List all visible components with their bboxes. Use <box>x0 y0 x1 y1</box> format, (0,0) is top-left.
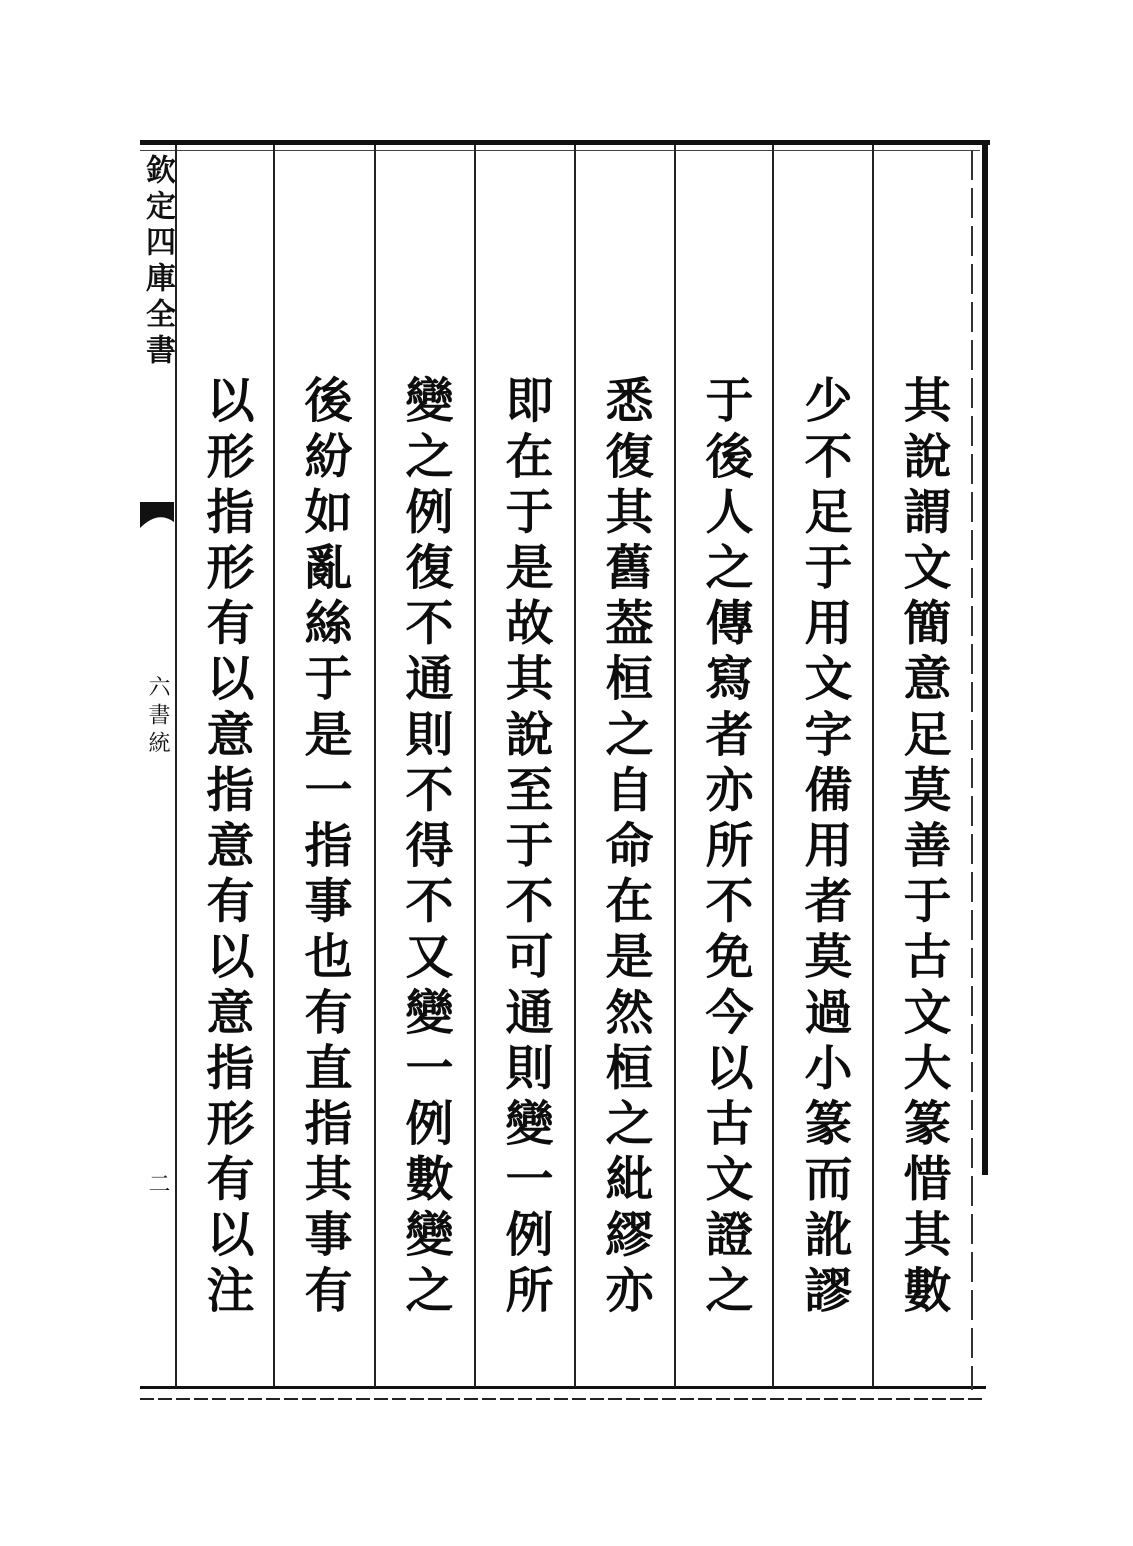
block-heart-margin <box>140 142 175 1388</box>
text-column-7: 後紛如亂絲于是一指事也有直指其事有 <box>296 375 352 1321</box>
book-title: 六書統 <box>145 675 170 759</box>
text-column-5: 即在于是故其說至于不可通則變一例所 <box>497 375 553 1321</box>
collection-title: 欽定四庫全書 <box>140 154 175 370</box>
text-column-1: 其說謂文簡意足莫善于古文大篆惜其數 <box>895 375 951 1321</box>
fish-tail-ornament-icon <box>140 502 174 528</box>
text-column-4: 悉復其舊葢桓之自命在是然桓之紕繆亦 <box>597 375 653 1321</box>
page-number: 二 <box>145 1172 170 1194</box>
text-column-8: 以形指形有以意指意有以意指形有以注 <box>198 375 254 1321</box>
text-column-3: 于後人之傳寫者亦所不免今以古文證之 <box>697 375 753 1321</box>
frame-top-inner-line <box>140 150 980 151</box>
text-column-2: 少不足于用文字備用者莫過小篆而訛謬 <box>796 375 852 1321</box>
frame-right-border <box>982 142 988 1175</box>
text-column-6: 變之例復不通則不得不又變一例數變之 <box>397 375 453 1321</box>
frame-bottom-inner-line <box>140 1398 986 1400</box>
frame-bottom-border <box>140 1386 986 1389</box>
frame-top-border <box>140 140 990 145</box>
